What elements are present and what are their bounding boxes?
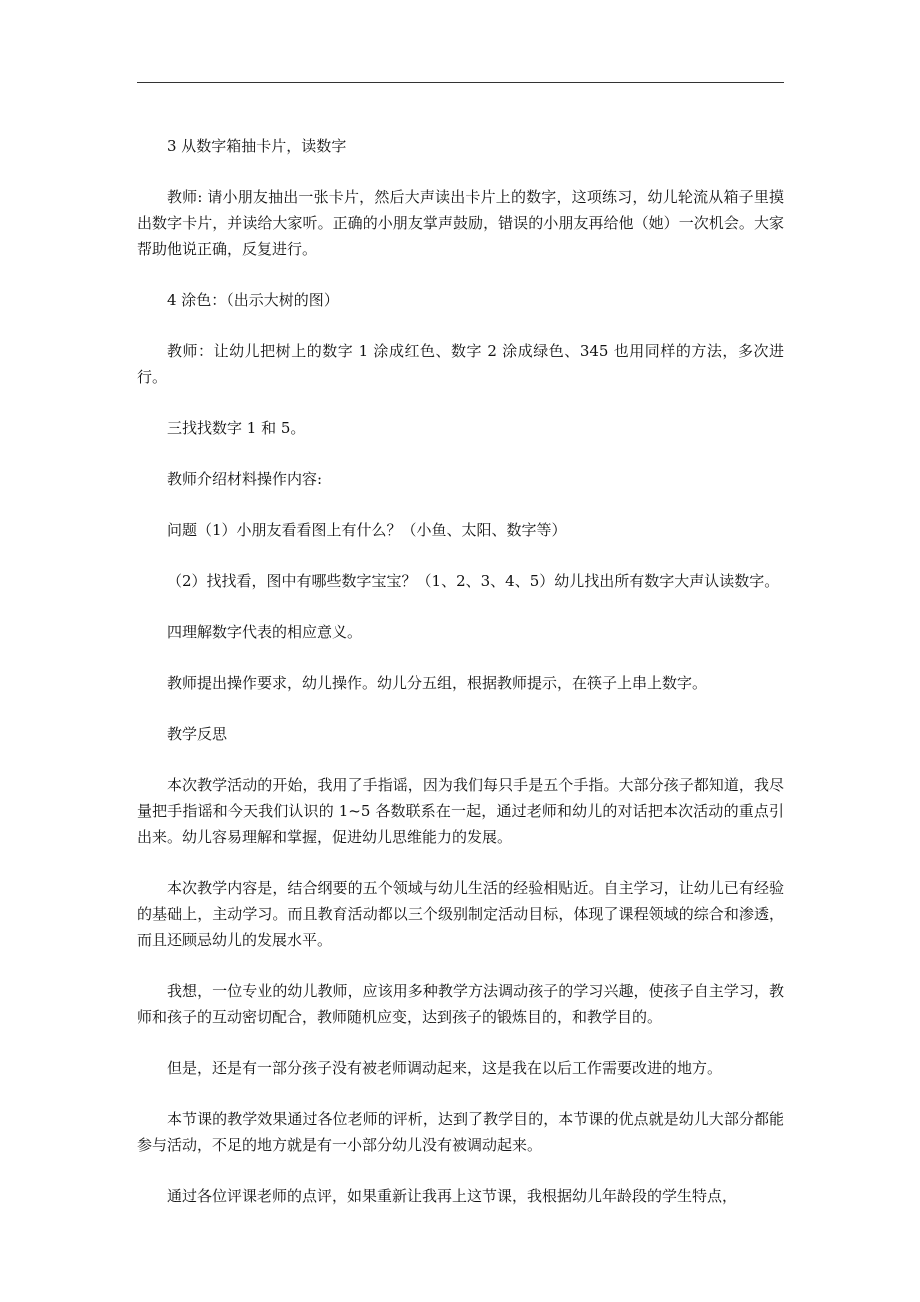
paragraph-part-4-heading: 四理解数字代表的相应意义。 (167, 623, 363, 641)
paragraph-reflection-5: 本节课的教学效果通过各位老师的评析，达到了教学目的，本节课的优点就是幼儿大部分都能参与活动，不足的地方就是有一小部分幼儿没有被调动起来。 (137, 1110, 784, 1154)
paragraph-question-2: （2）找找看，图中有哪些数字宝宝？（1、2、3、4、5）幼儿找出所有数字大声认读数字。 (167, 572, 780, 590)
paragraph-reflection-6: 通过各位评课老师的点评，如果重新让我再上这节课，我根据幼儿年龄段的学生特点， (167, 1187, 738, 1205)
paragraph-reflection-1: 本次教学活动的开始，我用了手指谣，因为我们每只手是五个手指。大部分孩子都知道，我尽量把手指谣和今天我们认识的 1~5 各数联系在一起，通过老师和幼儿的对话把本次活动的重点引出来。幼儿容易理解和掌握，促进幼儿思维能力的发展。 (137, 776, 784, 846)
paragraph-question-1: 问题（1）小朋友看看图上有什么？（小鱼、太阳、数字等） (167, 521, 567, 539)
document-body (137, 133, 784, 1234)
paragraph-materials-intro: 教师介绍材料操作内容: (167, 470, 323, 488)
paragraph-teacher-coloring-instruction: 教师：让幼儿把树上的数字 1 涂成红色、数字 2 涂成绿色、345 也用同样的方法，多次进行。 (137, 342, 784, 386)
paragraph-section-3-heading: 3 从数字箱抽卡片，读数字 (167, 137, 347, 155)
paragraph-teacher-card-instruction: 教师: 请小朋友抽出一张卡片，然后大声读出卡片上的数字，这项练习，幼儿轮流从箱子里摸出数字卡片，并读给大家听。正确的小朋友掌声鼓励，错误的小朋友再给他（她）一次机会。大家帮助他说正确，反复进行。 (137, 188, 784, 258)
paragraph-reflection-heading: 教学反思 (167, 725, 228, 743)
header-rule (137, 82, 784, 83)
paragraph-reflection-4: 但是，还是有一部分孩子没有被老师调动起来，这是我在以后工作需要改进的地方。 (167, 1059, 723, 1077)
paragraph-reflection-3: 我想，一位专业的幼儿教师，应该用多种教学方法调动孩子的学习兴趣，使孩子自主学习，教师和孩子的互动密切配合，教师随机应变，达到孩子的锻炼目的，和教学目的。 (137, 982, 784, 1026)
paragraph-part-3-heading: 三找找数字 1 和 5。 (167, 419, 306, 437)
paragraph-reflection-2: 本次教学内容是，结合纲要的五个领域与幼儿生活的经验相贴近。自主学习，让幼儿已有经验的基础上，主动学习。而且教育活动都以三个级别制定活动目标，体现了课程领域的综合和渗透，而且还顾忌幼儿的发展水平。 (137, 879, 784, 949)
paragraph-section-4-heading: 4 涂色：（出示大树的图） (167, 291, 339, 309)
paragraph-operation-requirement: 教师提出操作要求，幼儿操作。幼儿分五组，根据教师提示，在筷子上串上数字。 (167, 674, 708, 692)
